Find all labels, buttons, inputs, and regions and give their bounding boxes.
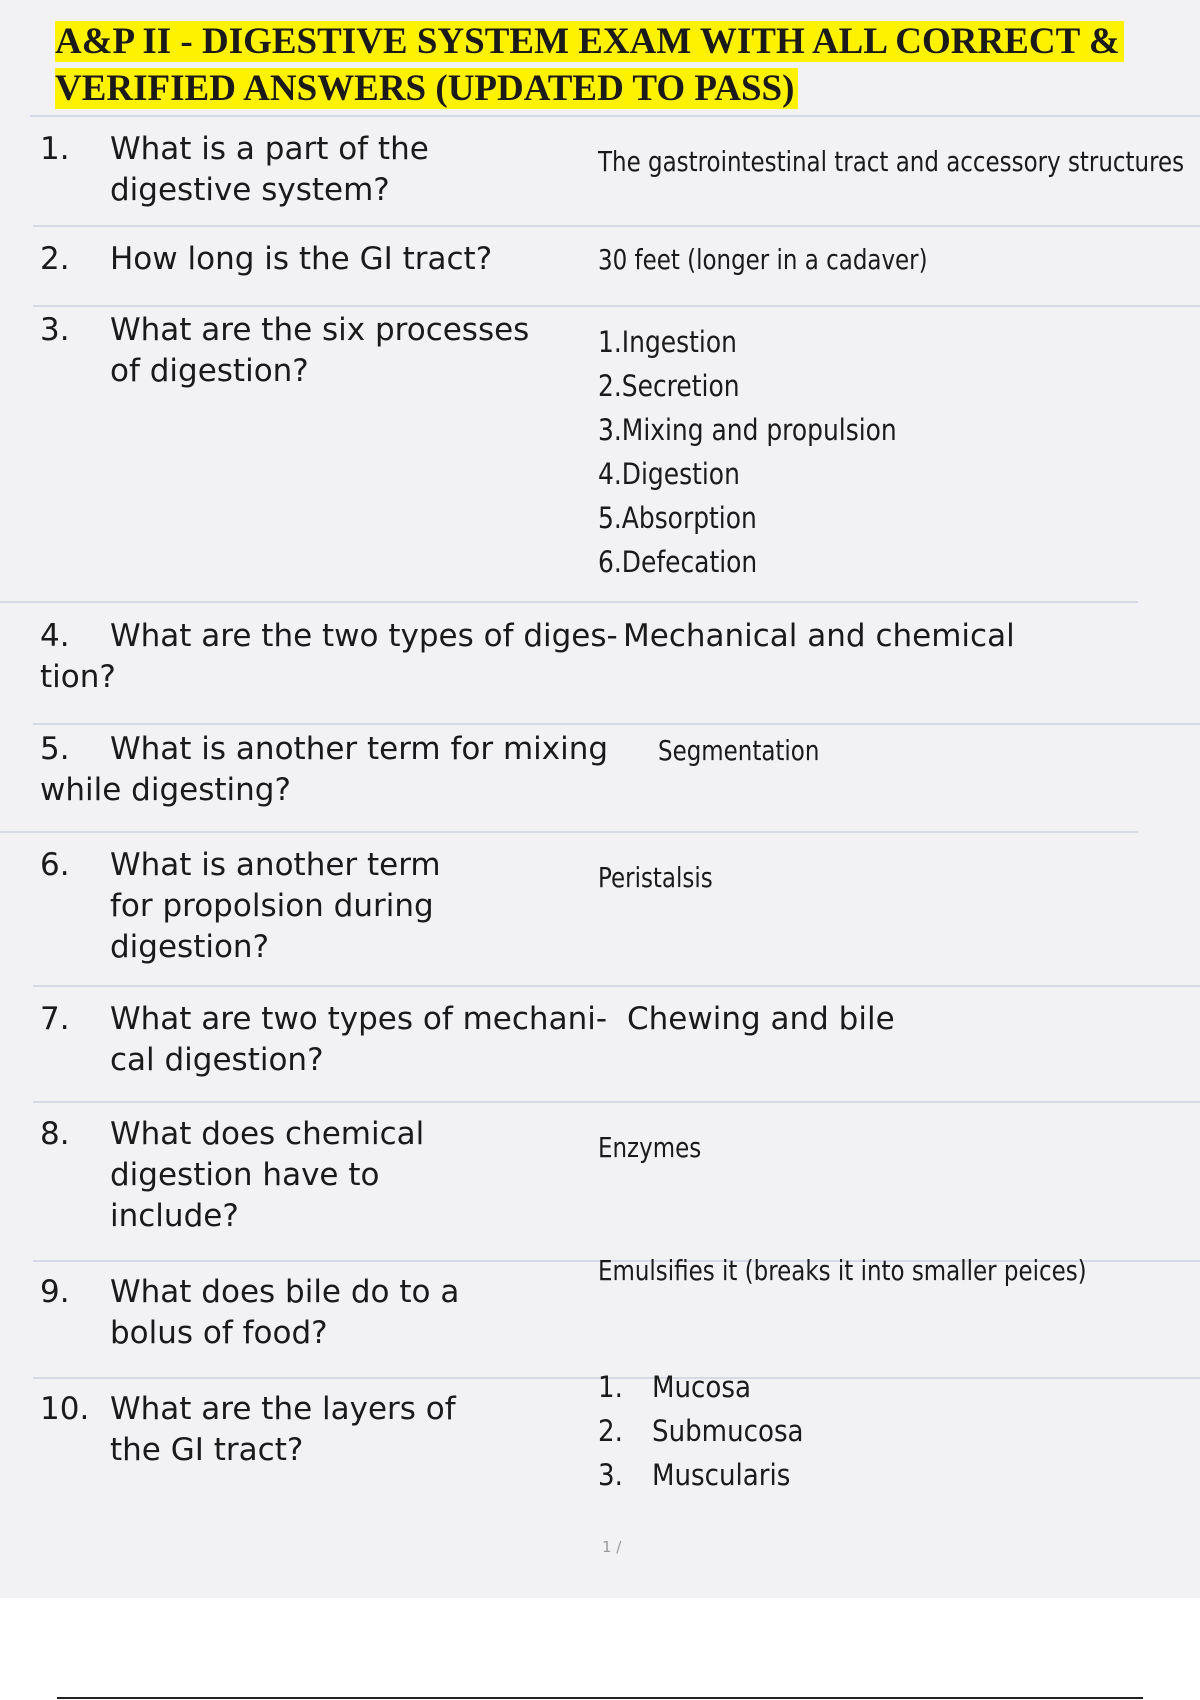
- question-number: 9.: [40, 1274, 70, 1310]
- question-number: 8.: [40, 1116, 70, 1152]
- question-text: What is another term for propolsion during digestion?: [110, 847, 441, 965]
- divider: [33, 723, 1200, 725]
- list-item: 3.Mixing and propulsion: [598, 413, 897, 447]
- footer-rule: [57, 1697, 1143, 1699]
- list-item: 2. Submucosa: [598, 1414, 804, 1448]
- page-number: 1 /: [602, 1538, 622, 1556]
- question-text: What are two types of mechani- cal digestion?: [110, 1001, 608, 1078]
- question-number: 4.: [40, 618, 70, 654]
- answer-text: Emulsifies it (breaks it into smaller peices): [598, 1254, 1087, 1287]
- question-number: 2.: [40, 241, 70, 277]
- answer-list: [598, 320, 897, 584]
- divider: [33, 225, 1200, 227]
- question-number: 10.: [40, 1391, 90, 1427]
- divider: [0, 831, 1138, 833]
- divider: [33, 985, 1200, 987]
- divider: [0, 601, 1138, 603]
- question-text: What does bile do to a bolus of food?: [110, 1274, 460, 1351]
- list-item: 3. Muscularis: [598, 1458, 791, 1492]
- divider: [33, 305, 1200, 307]
- answer-text: Peristalsis: [598, 861, 713, 894]
- answer-text: Segmentation: [658, 734, 820, 767]
- question-number: 5.: [40, 731, 70, 767]
- divider: [33, 1101, 1200, 1103]
- question-number: 6.: [40, 847, 70, 883]
- answer-text: Mechanical and chemical: [623, 618, 1015, 654]
- question-text: What is another term for mixing while digesting?: [40, 731, 609, 808]
- list-item: 2.Secretion: [598, 369, 740, 403]
- list-item: 1. Mucosa: [598, 1370, 751, 1404]
- question-number: 1.: [40, 131, 70, 167]
- answer-text: Chewing and bile: [627, 1001, 895, 1037]
- list-item: 6.Defecation: [598, 545, 758, 579]
- question-number: 3.: [40, 312, 70, 348]
- document-title: A&P II - DIGESTIVE SYSTEM EXAM WITH ALL CORRECT & VERIFIED ANSWERS (UPDATED TO PASS): [55, 18, 1185, 112]
- question-text: What are the layers of the GI tract?: [110, 1391, 456, 1468]
- question-text: What does chemical digestion have to include?: [110, 1116, 425, 1234]
- question-number: 7.: [40, 1001, 70, 1037]
- question-text: What are the two types of diges- tion?: [40, 618, 618, 695]
- question-text: What is a part of the digestive system?: [110, 131, 429, 208]
- question-text: What are the six processes of digestion?: [110, 312, 530, 389]
- question-text: How long is the GI tract?: [110, 241, 493, 277]
- list-item: 4.Digestion: [598, 457, 740, 491]
- answer-text: 30 feet (longer in a cadaver): [598, 243, 928, 276]
- answer-list: [598, 1365, 804, 1497]
- divider: [30, 115, 1200, 117]
- list-item: 1.Ingestion: [598, 325, 737, 359]
- answer-text: The gastrointestinal tract and accessory structures: [598, 145, 1185, 178]
- list-item: 5.Absorption: [598, 501, 757, 535]
- answer-text: Enzymes: [598, 1131, 702, 1164]
